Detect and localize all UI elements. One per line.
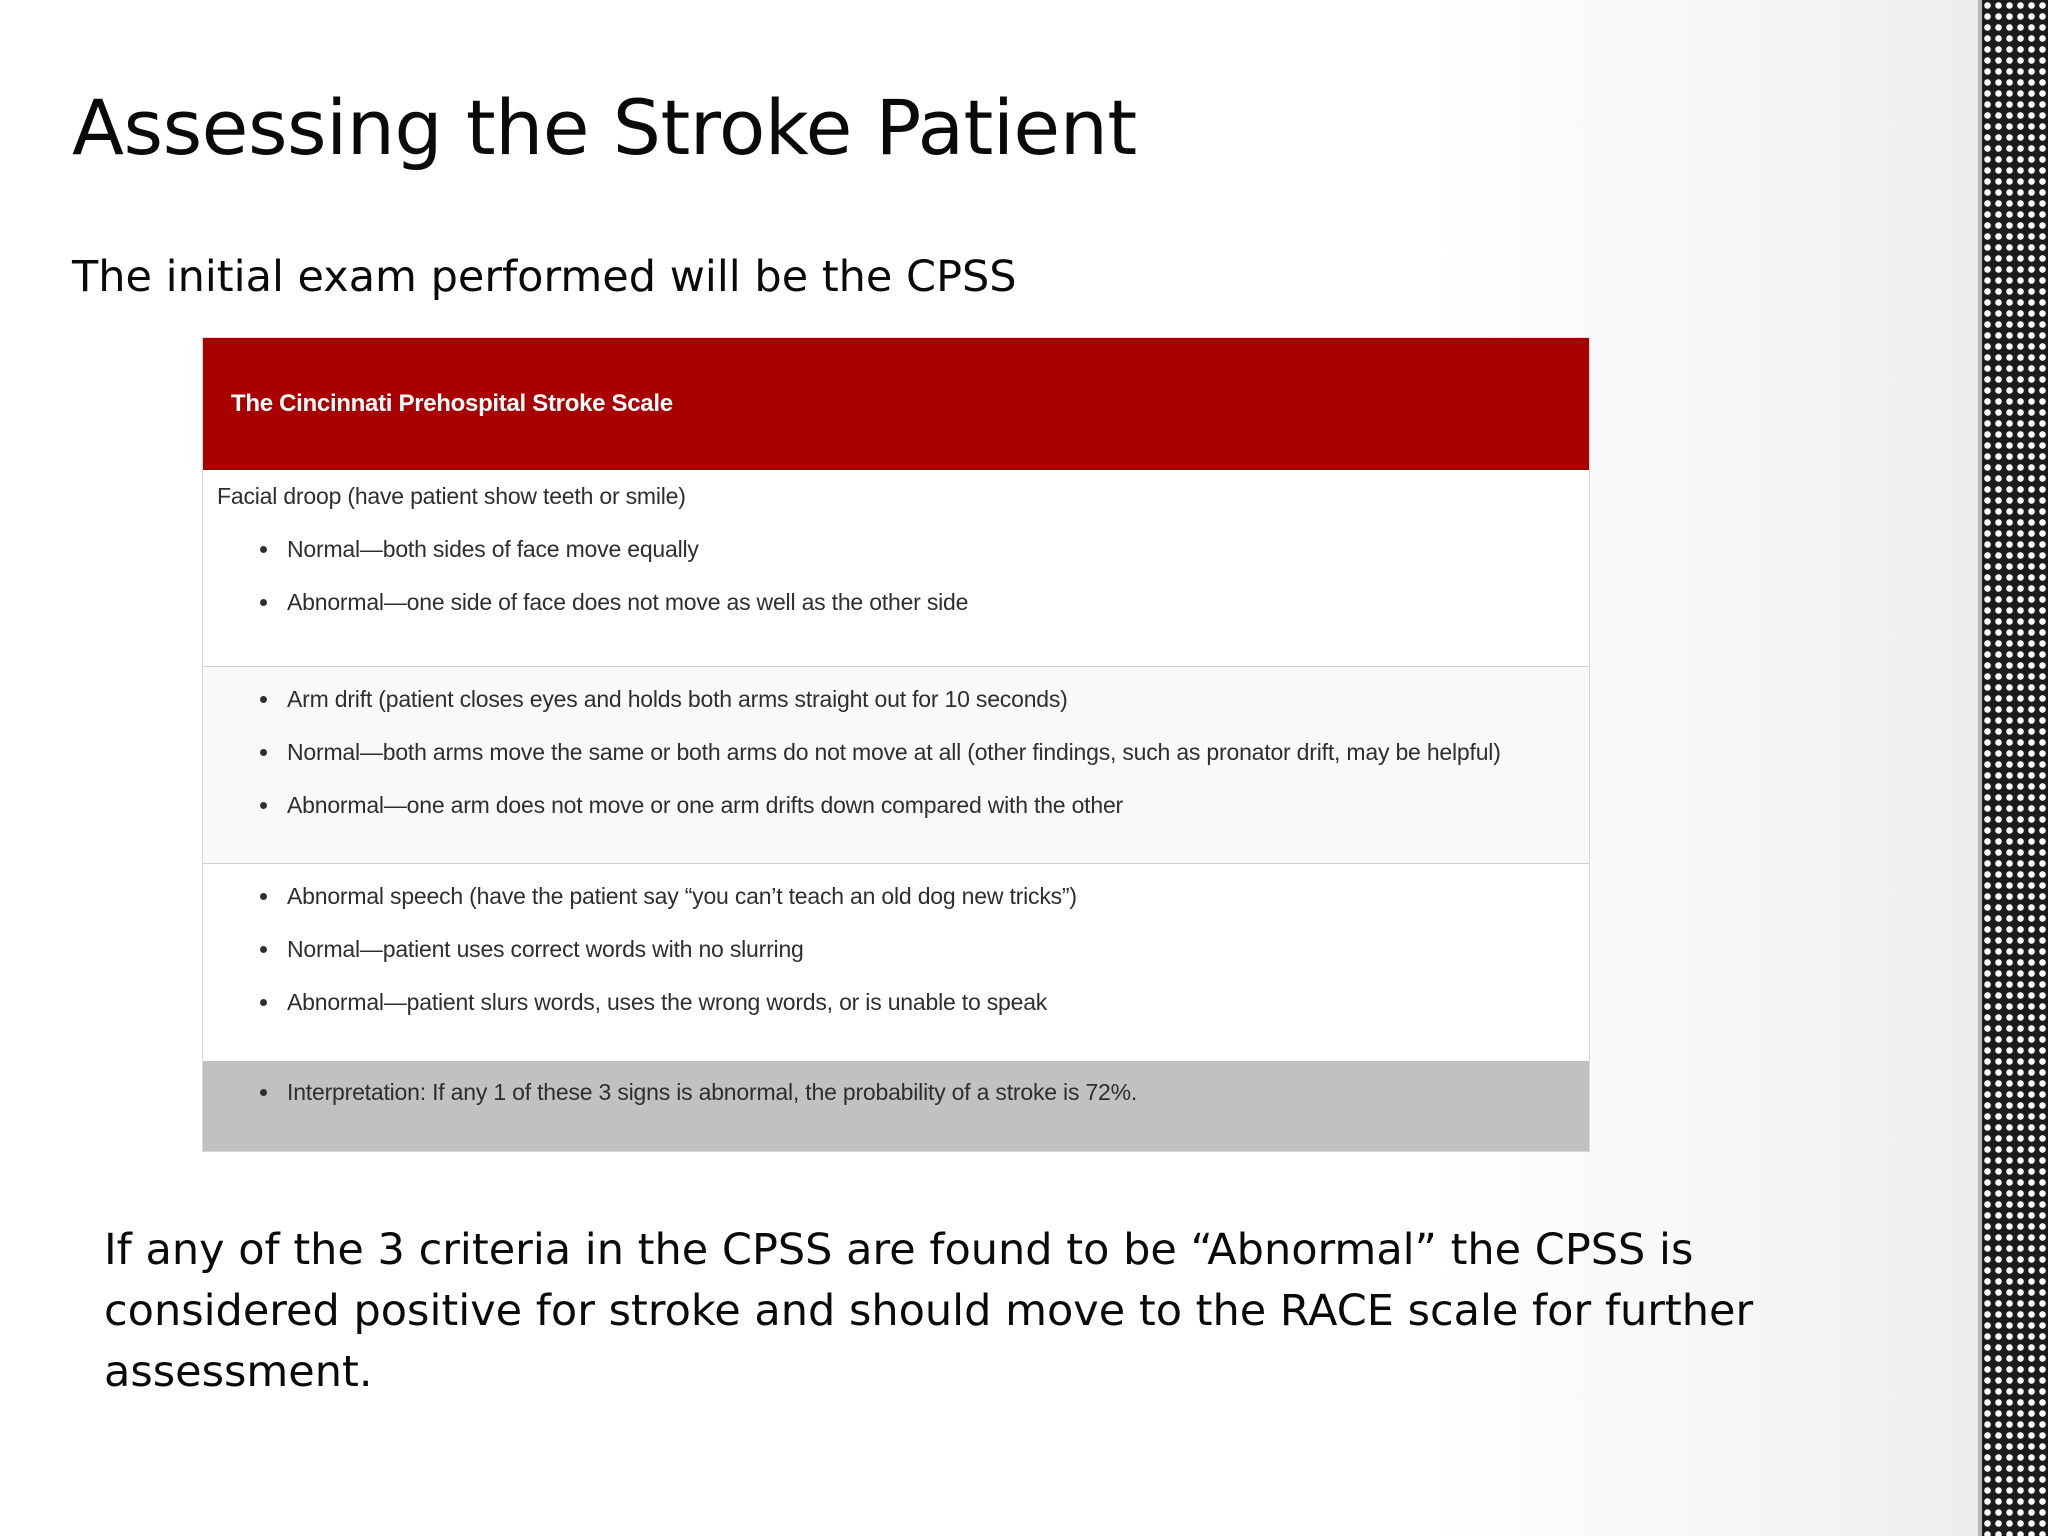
bullet-icon bbox=[260, 599, 267, 606]
list-item bbox=[260, 589, 968, 616]
bullet-icon bbox=[260, 946, 267, 953]
list-item bbox=[260, 883, 1077, 910]
decorative-side-strip bbox=[1982, 0, 2048, 1536]
bullet-icon bbox=[260, 546, 267, 553]
list-item-text: Abnormal—one arm does not move or one arm drifts down compared with the other bbox=[287, 792, 1124, 818]
footer-text: If any of the 3 criteria in the CPSS are found to be “Abnormal” the CPSS is considered positive for stroke and should move to the RACE scale for further assessment. bbox=[104, 1225, 1754, 1397]
bullet-icon bbox=[260, 696, 267, 703]
list-item-text: Normal—both arms move the same or both arms do not move at all (other findings, such as pronator drift, may be helpful) bbox=[287, 739, 1501, 765]
list-item bbox=[260, 1079, 1137, 1106]
facial-droop-section bbox=[203, 470, 1589, 667]
bullet-icon bbox=[260, 893, 267, 900]
list-item bbox=[260, 792, 1123, 819]
bullet-icon bbox=[260, 749, 267, 756]
list-item-text: Arm drift (patient closes eyes and holds both arms straight out for 10 seconds) bbox=[287, 686, 1068, 712]
list-item-text: Interpretation: If any 1 of these 3 signs is abnormal, the probability of a stroke is 72%. bbox=[287, 1079, 1138, 1105]
list-item-text: Abnormal—one side of face does not move as well as the other side bbox=[287, 589, 969, 615]
list-item bbox=[260, 536, 699, 563]
arm-drift-section bbox=[203, 667, 1589, 864]
list-item-text: Normal—patient uses correct words with no slurring bbox=[287, 936, 804, 962]
bullet-icon bbox=[260, 999, 267, 1006]
interpretation-section bbox=[203, 1061, 1589, 1152]
table-header-text: The Cincinnati Prehospital Stroke Scale bbox=[231, 390, 673, 417]
list-item-text: Abnormal—patient slurs words, uses the wrong words, or is unable to speak bbox=[287, 989, 1048, 1015]
list-item bbox=[260, 989, 1047, 1016]
list-item-text: Normal—both sides of face move equally bbox=[287, 536, 699, 562]
cpss-table bbox=[202, 337, 1590, 1152]
list-item bbox=[260, 686, 1068, 713]
slide-subtitle: The initial exam performed will be the CPSS bbox=[72, 252, 1017, 302]
slide-title: Assessing the Stroke Patient bbox=[72, 83, 1137, 172]
table-header bbox=[203, 338, 1589, 470]
list-item bbox=[260, 936, 804, 963]
facial-droop-heading: Facial droop (have patient show teeth or smile) bbox=[217, 483, 686, 509]
speech-section bbox=[203, 864, 1589, 1061]
bullet-icon bbox=[260, 802, 267, 809]
list-item-text: Abnormal speech (have the patient say “you can’t teach an old dog new tricks”) bbox=[287, 883, 1077, 909]
bullet-icon bbox=[260, 1089, 267, 1096]
list-item bbox=[260, 739, 1501, 766]
